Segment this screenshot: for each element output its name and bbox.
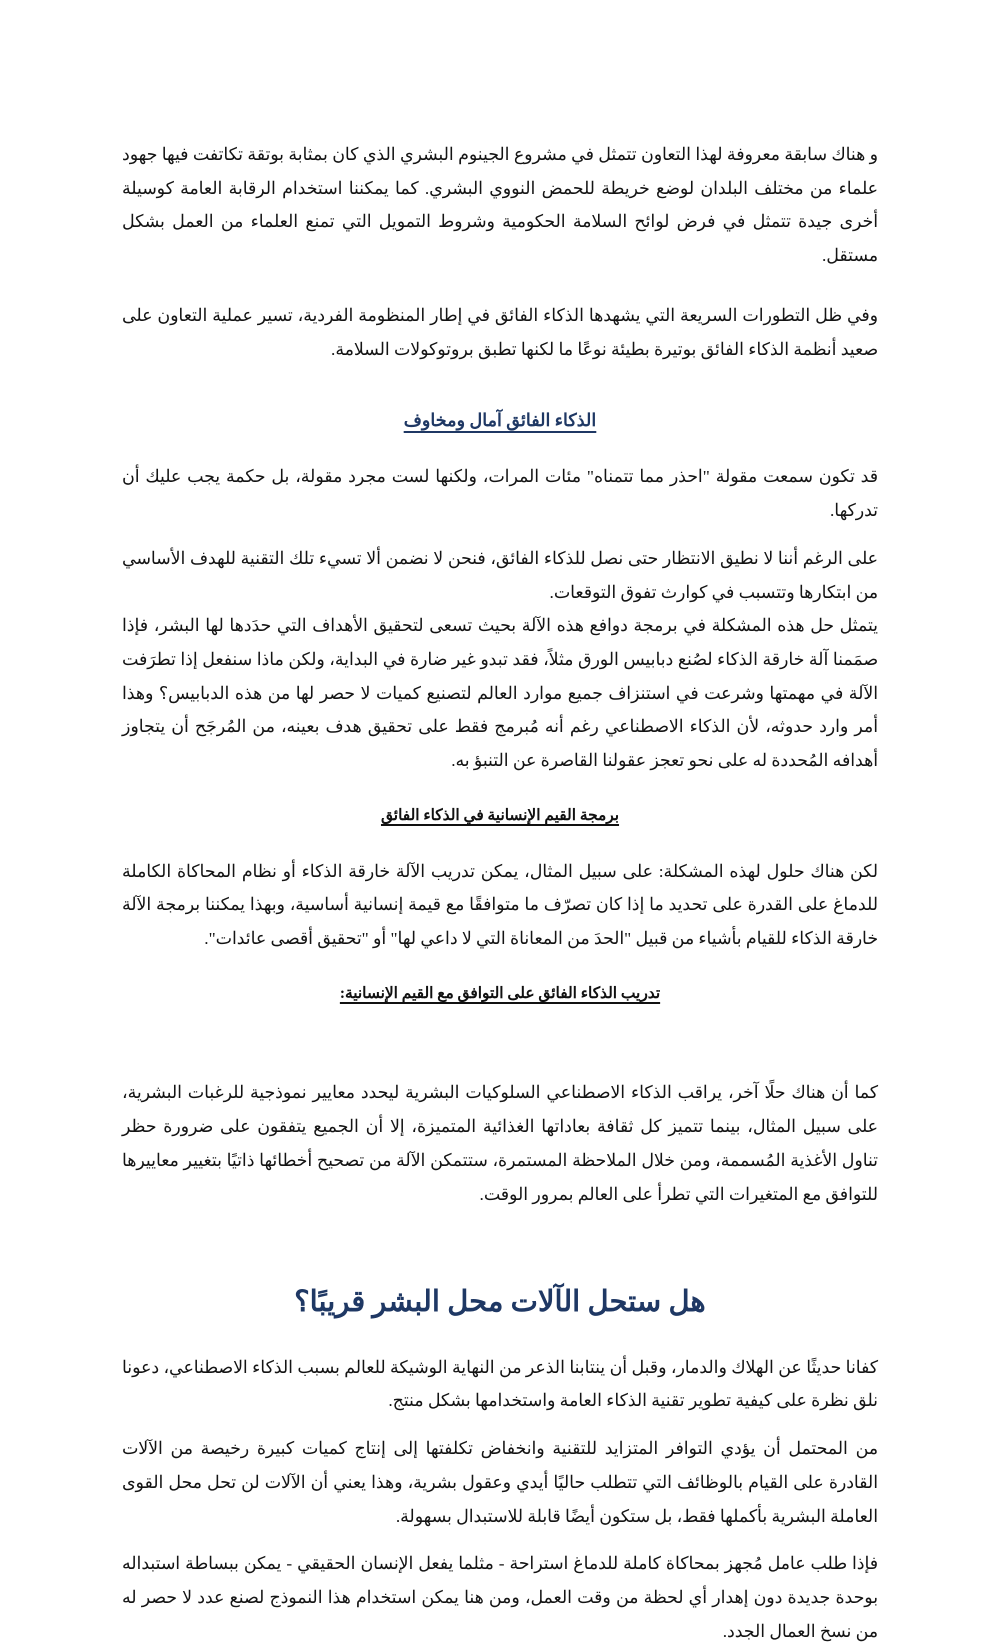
paragraph-6: لكن هناك حلول لهذه المشكلة: على سبيل المثال، يمكن تدريب الآلة خارقة الذكاء أو نظام المحاكاة الكاملة للدماغ على القدرة على تحديد ما إذا كان تصرّف ما متوافقًا مع قيمة إنسانية أساسية، وبهذا يمكننا برمجة الآلة خارقة الذكاء للقيام بأشياء من قبيل "الحدَ من المعاناة التي لا داعي لها" أو "تحقيق أقصى عائدات". — [122, 861, 878, 948]
paragraph-1: و هناك سابقة معروفة لهذا التعاون تتمثل في مشروع الجينوم البشري الذي كان بمثابة بوتقة تكاتفت فيها جهود علماء من مختلف البلدان لوضع خريطة للحمض النووي البشري. كما يمكننا استخدام الرقابة العامة كوسيلة أخرى جيدة تتمثل في فرض لوائح السلامة الحكومية وشروط التمويل التي تمنع العلماء من العمل بشكل مستقل. — [122, 145, 878, 266]
spacer — [122, 434, 878, 460]
spacer — [122, 1211, 878, 1281]
spacer — [122, 956, 878, 982]
document-body — [122, 138, 878, 1648]
spacer — [122, 1325, 878, 1351]
sub-heading-programming-human-values: برمجة القيم الإنسانية في الذكاء الفائق — [380, 806, 620, 824]
paragraph-2: وفي ظل التطورات السريعة التي يشهدها الذكاء الفائق في إطار المنظومة الفردية، تسير عملية التعاون على صعيد أنظمة الذكاء الفائق بوتيرة بطيئة نوعًا ما لكنها تطبق بروتوكولات السلامة. — [122, 305, 878, 359]
section-heading-superintelligence-hopes-fears: الذكاء الفائق آمال ومخاوف — [403, 410, 597, 431]
paragraph-4: على الرغم أننا لا نطيق الانتظار حتى نصل للذكاء الفائق، فنحن لا نضمن ألا تسيء تلك التقنية للهدف الأساسي من ابتكارها وتتسبب في كوارث تفوق التوقعات. — [122, 548, 878, 602]
spacer — [122, 273, 878, 299]
paragraph-3: قد تكون سمعت مقولة "احذر مما تتمناه" مئات المرات، ولكنها لست مجرد مقولة، بل حكمة يجب عليك أن تدركها. — [122, 467, 878, 521]
paragraph-10: فإذا طلب عامل مُجهز بمحاكاة كاملة للدماغ استراحة - مثلما يفعل الإنسان الحقيقي - يمكن ببساطة استبداله بوحدة جديدة دون إهدار أي لحظة من وقت العمل، ومن هنا يمكن استخدام هذا النموذج لصنع عدد لا حصر له من نسخ العمال الجدد. — [122, 1554, 878, 1641]
spacer — [122, 1418, 878, 1432]
spacer — [122, 1006, 878, 1076]
spacer — [122, 778, 878, 804]
paragraph-7: كما أن هناك حلًا آخر، يراقب الذكاء الاصطناعي السلوكيات البشرية ليحدد معايير نموذجية للرغبات البشرية، على سبيل المثال، بينما تتميز كل ثقافة بعاداتها الغذائية المتميزة، إلا أن الجميع يتفقون على ضرورة حظر تناول الأغذية المُسممة، ومن خلال الملاحظة المستمرة، ستتمكن الآلة من تصحيح أخطائها ذاتيًا بتغيير معاييرها للتوافق مع المتغيرات التي تطرأ على العالم بمرور الوقت. — [122, 1083, 878, 1204]
spacer — [122, 528, 878, 542]
paragraph-9: من المحتمل أن يؤدي التوافر المتزايد للتقنية وانخفاض تكلفتها إلى إنتاج كميات كبيرة رخيصة من الآلات القادرة على القيام بالوظائف التي تتطلب حاليًا أيدي وعقول بشرية، وهذا يعني أن الآلات لن تحل محل القوى العاملة البشرية بأكملها فقط، بل ستكون أيضًا قابلة للاستبدال بسهولة. — [122, 1439, 878, 1526]
main-heading-machines-replace-humans: هل ستحل الآلات محل البشر قريبًا؟ — [294, 1286, 706, 1319]
spacer — [122, 366, 878, 406]
sub-heading-training-alignment: تدريب الذكاء الفائق على التوافق مع القيم الإنسانية: — [339, 984, 661, 1002]
spacer — [122, 829, 878, 855]
paragraph-8: كفانا حديثًا عن الهلاك والدمار، وقبل أن ينتابنا الذعر من النهاية الوشيكة للعالم بسبب الذكاء الاصطناعي، دعونا نلق نظرة على كيفية تطوير تقنية الذكاء العامة واستخدامها بشكل منتج. — [122, 1357, 878, 1411]
spacer — [122, 1533, 878, 1547]
paragraph-5: يتمثل حل هذه المشكلة في برمجة دوافع هذه الآلة بحيث تسعى لتحقيق الأهداف التي حدَدها لها البشر، فإذا صمَمنا آلة خارقة الذكاء لصُنع دبابيس الورق مثلاً، فقد تبدو غير ضارة في البداية، ولكن ماذا سنفعل إذا تطرَفت الآلة في مهمتها وشرعت في استنزاف جميع موارد العالم لتصنيع كميات لا حصر لها من هذه الدبابيس؟ وهذا أمر وارد حدوثه، لأن الذكاء الاصطناعي رغم أنه مُبرمج فقط على تحقيق هدف بعينه، من المُرجَح أن يتجاوز أهدافه المُحددة له على نحو تعجز عقولنا القاصرة عن التنبؤ به. — [122, 616, 878, 771]
